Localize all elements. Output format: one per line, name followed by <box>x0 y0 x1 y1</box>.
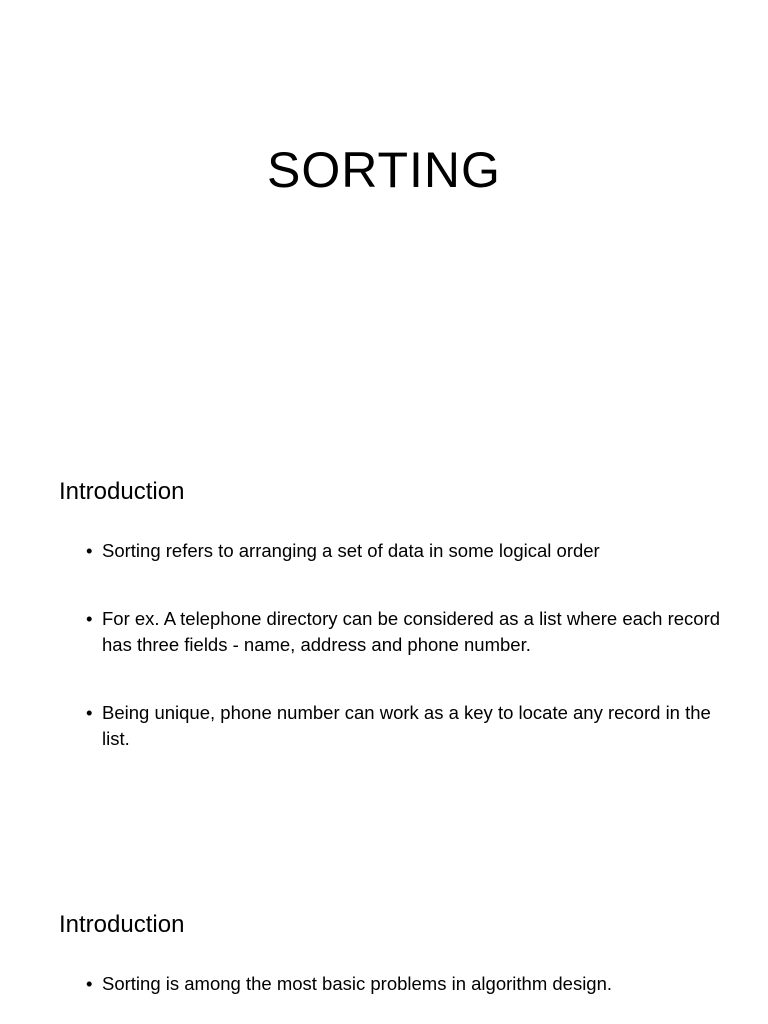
bullet-list <box>86 971 736 997</box>
slide-title: SORTING <box>267 142 501 198</box>
bullet-marker: • <box>86 540 93 561</box>
bullet-text: Sorting is among the most basic problems in algorithm design. <box>102 973 613 994</box>
section-heading: Introduction <box>59 911 185 938</box>
section-heading: Introduction <box>59 478 185 505</box>
list-item <box>86 971 736 997</box>
bullet-marker: • <box>86 608 93 629</box>
bullet-marker: • <box>86 702 93 723</box>
bullet-marker: • <box>86 973 93 994</box>
bullet-text: For ex. A telephone directory can be considered as a list where each record has three fields - name, address and phone number. <box>102 608 721 655</box>
bullet-text: Sorting refers to arranging a set of data in some logical order <box>102 540 600 561</box>
bullet-text: Being unique, phone number can work as a key to locate any record in the list. <box>102 702 711 749</box>
